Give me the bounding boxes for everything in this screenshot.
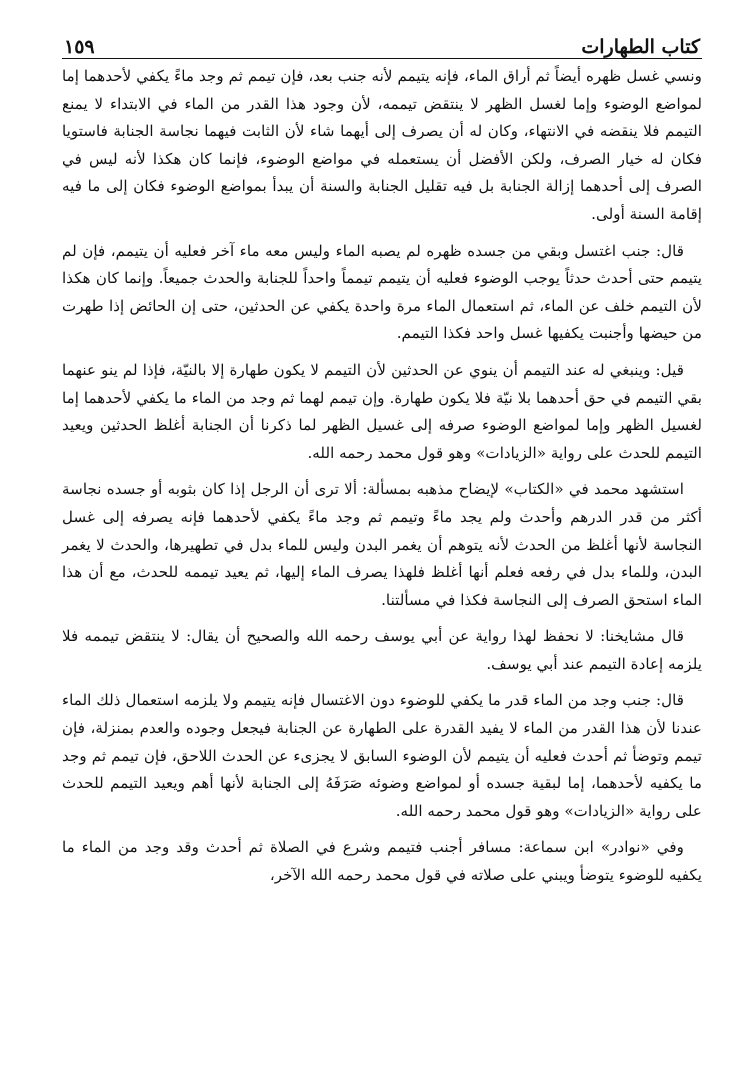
page-header	[62, 24, 702, 59]
paragraph-1: ونسي غسل ظهره أيضاً ثم أراق الماء، فإنه يتيمم لأنه جنب بعد، فإن تيمم ثم وجد ماءً يكفي لأحدهما إما لمواضع الوضوء وإما لغسل الظهر لا ينتقض تيممه، لأن وجود هذا القدر من الماء في الابتداء لا يمنع التيمم فلا ينقضه في الانتهاء، وكان له أن يصرف إلى أيهما شاء لأن الثابت فيهما نجاسة الجنابة فاستويا فكان له خيار الصرف، ولكن الأفضل أن يستعمله في مواضع الوضوء، فإنما كان هكذا لأنه ليس في الصرف إلى أحدهما إزالة الجنابة بل فيه تقليل الجنابة والسنة أن يبدأ بمواضع الوضوء فكان إلى ما فيه إقامة السنة أولى.	[62, 67, 702, 223]
paragraph-4: استشهد محمد في «الكتاب» لإيضاح مذهبه بمسألة: ألا ترى أن الرجل إذا كان بثوبه أو جسده نجاسة أكثر من قدر الدرهم وأحدث ولم يجد ماءً وتيمم ثم وجد ماءً يكفي لأحدهما فإنه يصرفه إلى غسل النجاسة لأنها أغلظ من الحدث لأنه يتوهم أن يغمر البدن وليس للماء بدل في تطهيرها، والحدث لا يغمر البدن، وللماء بدل في رفعه فعلم أنها أغلظ فلهذا يصرف الماء إليها، ثم يعيد تيممه للحدث، مع أن هذا الماء استحق الصرف إلى النجاسة فكذا في مسألتنا.	[62, 480, 702, 609]
book-page	[62, 24, 702, 890]
paragraph-7: وفي «نوادر» ابن سماعة: مسافر أجنب فتيمم وشرع في الصلاة ثم أحدث وقد وجد من الماء ما يكفيه للوضوء يتوضأ ويبني على صلاته في قول محمد رحمه الله الآخر،	[62, 838, 702, 885]
paragraph-6: قال: جنب وجد من الماء قدر ما يكفي للوضوء دون الاغتسال فإنه يتيمم ولا يلزمه استعمال ذلك الماء عندنا لأن هذا القدر من الماء لا يفيد القدرة على الطهارة عن الجنابة فيجعل وجوده والعدم بمنزلة، فإن تيمم وتوضأ ثم أحدث فعليه أن يتيمم لأن الوضوء السابق لا يجزىء عن الحدث اللاحق، فإن تيمم ثم وجد ما يكفيه لأحدهما، إما لبقية جسده أو لمواضع وضوئه صَرَفَهُ إلى الجنابة لأنها أهم ويعيد التيمم للحدث على رواية «الزيادات» وهو قول محمد رحمه الله.	[62, 691, 702, 820]
paragraph-5: قال مشايخنا: لا نحفظ لهذا رواية عن أبي يوسف رحمه الله والصحيح أن يقال: لا ينتقض تيممه فلا يلزمه إعادة التيمم عند أبي يوسف.	[62, 627, 702, 673]
page-number: ١٥٩	[64, 36, 95, 58]
paragraph-3: قيل: وينبغي له عند التيمم أن ينوي عن الحدثين لأن التيمم لا يكون طهارة إلا بالنيّة، فإذا لم ينو عنهما بقي التيمم في حق أحدهما بلا نيّة فلا يكون طهارة. وإن تيمم لهما ثم وجد من الماء ما يكفي لأحدهما إما لغسيل الظهر وإما لمواضع الوضوء صرفه إلى غسيل الظهر لما ذكرنا أن الجنابة أغلظ الحدثين ويعيد التيمم للحدث على رواية «الزيادات» وهو قول محمد رحمه الله.	[62, 360, 702, 462]
paragraph-2: قال: جنب اغتسل وبقي من جسده ظهره لم يصبه الماء وليس معه ماء آخر فعليه أن يتيمم، فإن لم يتيمم حتى أحدث حدثاً يوجب الوضوء فعليه أن يتيمم تيمماً واحداً للجنابة والحدث جميعاً. وإنما كان هكذا لأن التيمم خلف عن الماء، ثم استعمال الماء مرة واحدة يكفي عن الحدثين، حتى إن الحائض إذا طهرت من حيضها وأجنبت يكفيها غسل واحد فكذا التيمم.	[62, 241, 702, 343]
running-title: كتاب الطهارات	[581, 36, 700, 58]
